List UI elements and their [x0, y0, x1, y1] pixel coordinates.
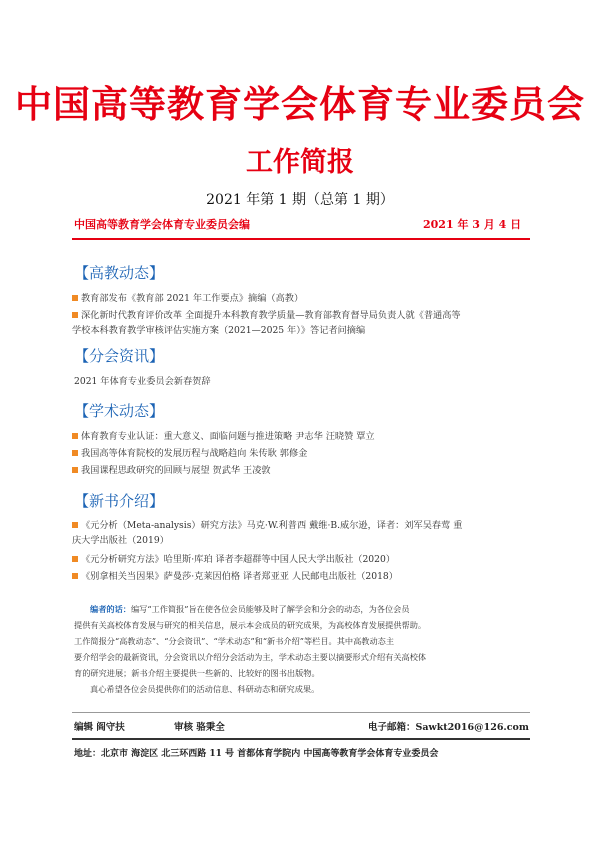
footer-editor: 编辑 阎守扶 — [74, 722, 125, 733]
editor-note-line: 提供有关高校体育发展与研究的相关信息，展示本会成员的研究成果，为高校体育发展提供帮助。 — [74, 620, 427, 630]
list-item[interactable]: 《别拿相关当因果》萨曼莎·克莱因伯格 译者郑亚亚 人民邮电出版社（2018） — [72, 569, 398, 584]
header-divider — [72, 238, 530, 240]
publish-date: 2021 年 3 月 4 日 — [423, 218, 522, 231]
footer-divider — [72, 738, 530, 740]
bullet-icon — [72, 312, 78, 318]
editor-note-line: 要介绍学会的最新资讯，分会资讯以介绍分会活动为主，学术动态主要以摘要形式介绍有关高校体 — [74, 652, 427, 662]
issue-number: 2021 年第 1 期（总第 1 期） — [206, 192, 394, 208]
section-title-higher-ed: 【高教动态】 — [74, 264, 165, 282]
footer-top-divider — [72, 712, 530, 713]
bullet-icon — [72, 450, 78, 456]
bullet-icon — [72, 556, 78, 562]
list-item[interactable]: 我国高等体育院校的发展历程与战略趋向 朱传耿 郭修金 — [72, 446, 307, 461]
bullet-icon — [72, 573, 78, 579]
org-title: 中国高等教育学会体育专业委员会 — [15, 83, 585, 126]
list-item-continuation: 庆大学出版社（2019） — [72, 535, 169, 546]
bullet-icon — [72, 433, 78, 439]
editor-credit: 中国高等教育学会体育专业委员会编 — [74, 218, 250, 231]
report-title: 工作简报 — [246, 147, 354, 178]
bullet-icon — [72, 295, 78, 301]
section-title-academic: 【学术动态】 — [74, 402, 165, 420]
editor-note-first-line: 编者的话：编写“工作简报”旨在使各位会员能够及时了解学会和分会的动态，为各位会员 — [90, 604, 410, 614]
list-item[interactable]: 《元分析（Meta-analysis）研究方法》马克·W.利普西 戴维·B.威尔逊，译者：刘军吴春莺 重 — [72, 518, 462, 533]
editor-note-line: 工作简报分“高教动态”、“分会资讯”、“学术动态”和“新书介绍”等栏目。其中高教动态主 — [74, 636, 395, 646]
list-item-continuation: 学校本科教育教学审核评估实施方案（2021—2025 年）》答记者问摘编 — [72, 325, 366, 336]
list-item[interactable]: 我国课程思政研究的回顾与展望 贺武华 王凌敦 — [72, 463, 271, 478]
bullet-icon — [72, 522, 78, 528]
editor-note-label: 编者的话： — [90, 604, 131, 614]
editor-note-line: 真心希望各位会员提供你们的活动信息、科研动态和研究成果。 — [90, 684, 320, 694]
bullet-icon — [72, 467, 78, 473]
footer-reviewer: 审核 骆秉全 — [174, 722, 225, 733]
editor-note-line: 育的研究进展；新书介绍主要提供一些新的、比较好的图书出版物。 — [74, 668, 320, 678]
list-item[interactable]: 2021 年体育专业委员会新春贺辞 — [74, 376, 211, 387]
footer-email[interactable]: 电子邮箱：Sawkt2016@126.com — [368, 722, 529, 733]
list-item[interactable]: 体育教育专业认证：重大意义、面临问题与推进策略 尹志华 汪晓赞 覃立 — [72, 429, 375, 444]
list-item[interactable]: 深化新时代教育评价改革 全面提升本科教育教学质量—教育部教育督导局负责人就《普通高等 — [72, 308, 461, 323]
section-title-new-books: 【新书介绍】 — [74, 492, 165, 510]
section-title-branch-news: 【分会资讯】 — [74, 347, 165, 365]
footer-address: 地址：北京市 海淀区 北三环西路 11 号 首都体育学院内 中国高等教育学会体育专业委员会 — [74, 749, 439, 759]
list-item[interactable]: 教育部发布《教育部 2021 年工作要点》摘编（高教） — [72, 291, 303, 306]
list-item[interactable]: 《元分析研究方法》哈里斯·库珀 译者李超群等中国人民大学出版社（2020） — [72, 552, 395, 567]
